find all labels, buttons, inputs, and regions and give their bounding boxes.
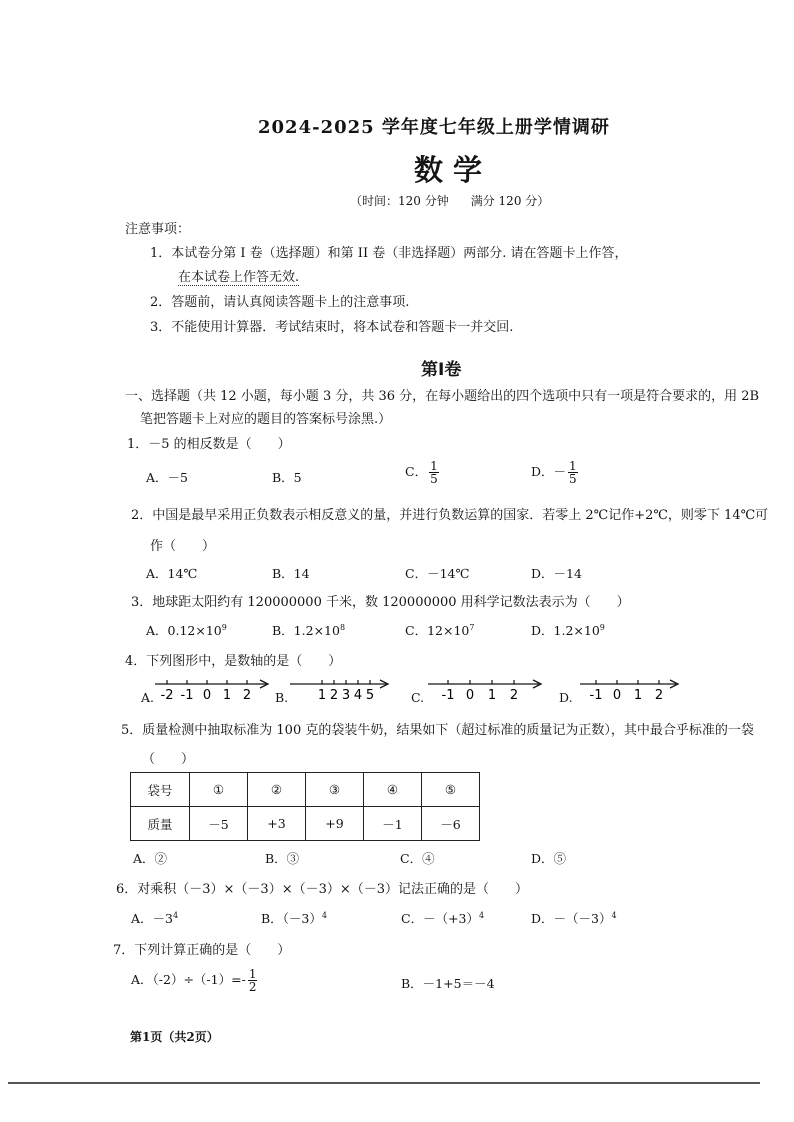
q1-stem: 1．－5 的相反数是（ ） [127,437,291,452]
axis-tick-label: 1 [487,688,497,703]
axis-tick-label: 0 [612,688,622,703]
axis-tick-label: -1 [589,688,603,703]
table-row [131,773,480,807]
milk-weight-table [130,772,480,841]
q6-option-c: C．$-(+3)^4$ [401,910,485,926]
volume-heading: 第Ⅰ卷 [421,360,462,380]
fraction: $\frac{1}{2}$ [248,967,257,994]
exam-meta [350,192,549,209]
subject-title: 数学 [414,153,493,187]
q4-stem: 4．下列图形中，是数轴的是（ ） [125,654,342,669]
q1-option-a: A．－5 [146,470,188,485]
axis-tick-label: 4 [353,688,363,703]
table-cell: 袋号 [131,773,190,807]
table-cell: +9 [306,807,364,841]
table-cell: ⑤ [422,773,480,807]
q2-option-c: C．－14℃ [405,566,470,581]
axis-tick-label: 1 [317,688,327,703]
q5-option-d: D．⑤ [531,851,567,866]
q5-option-c: C．④ [400,851,435,866]
q4-option-b: B. [275,690,289,705]
q6-option-b: B．$(-3)^4$ [261,910,327,926]
number-line-b [290,674,390,708]
axis-tick-label: 5 [365,688,375,703]
table-cell: －6 [422,807,480,841]
section-heading-cont: 笔把答题卡上对应的题目的答案标号涂黑.） [140,412,392,427]
q6-stem: 6．对乘积（－3）×（－3）×（－3）×（－3）记法正确的是（ ） [116,882,529,897]
q2-option-a: A．14℃ [146,566,198,581]
q2-stem: 2．中国是最早采用正负数表示相反意义的量，并进行负数运算的国家．若零上 2℃记作+2℃，则零下 14℃可 [131,508,769,523]
q3-stem: 3．地球距太阳约有 120000000 千米，数 120000000 用科学记数法表示为（ ） [131,595,630,610]
q3-option-a: A．$0.12\times 10^9$ [146,622,227,638]
q4-option-c: C. [411,690,425,705]
q5-option-b: B．③ [265,851,300,866]
fraction: $\frac{1}{5}$ [430,459,438,486]
notes-heading: 注意事项： [125,222,191,237]
axis-tick-label: 1 [633,688,643,703]
axis-tick-label: 3 [341,688,351,703]
number-line-a [155,674,270,708]
q5-option-a: A．② [133,851,168,866]
q7-stem: 7．下列计算正确的是（ ） [113,943,291,958]
bottom-divider [8,1082,760,1084]
table-cell: ① [190,773,248,807]
axis-tick-label: 0 [465,688,475,703]
axis-tick-label: 0 [202,688,212,703]
q1-option-b: B．5 [272,470,302,485]
axis-tick-label: -1 [180,688,194,703]
table-cell: －1 [364,807,422,841]
table-cell: ④ [364,773,422,807]
q2-stem-cont: 作（ ） [150,539,216,554]
table-cell: 质量 [131,807,190,841]
section-heading: 一、选择题（共 12 小题，每小题 3 分，共 36 分，在每小题给出的四个选项中只有一项是符合要求的，用 2B [125,389,760,404]
q1-option-c: C． $\frac{1}{5}$ [405,459,438,486]
table-cell: +3 [248,807,306,841]
axis-tick-label: 2 [242,688,252,703]
q3-option-d: D．$1.2\times 10^9$ [531,622,605,638]
q2-option-d: D．－14 [531,566,582,581]
q6-option-a: A．$-3^4$ [131,910,179,926]
note-item-3: 3．不能使用计算器．考试结束时，将本试卷和答题卡一并交回. [150,320,514,335]
time-limit: （时间：120 分钟 [350,194,449,208]
q4-option-d: D. [559,690,573,705]
q4-option-a: A. [141,690,155,705]
table-cell: －5 [190,807,248,841]
note-item-1-cont: 在本试卷上作答无效. [178,266,299,286]
number-line-c [428,674,543,708]
full-score: 满分 120 分） [470,194,550,208]
q6-option-d: D．$-(-3)^4$ [531,910,617,926]
fraction: $\frac{1}{5}$ [569,459,577,486]
q1-option-d: D．－ $\frac{1}{5}$ [531,459,577,486]
note-item-2: 2．答题前，请认真阅读答题卡上的注意事项. [150,295,410,310]
axis-tick-label: 1 [222,688,232,703]
exam-title: 2024-2025 学年度七年级上册学情调研 [258,117,610,138]
axis-tick-label: 2 [329,688,339,703]
q7-option-a: A．（-2）÷（-1）=- $\frac{1}{2}$ [131,967,257,994]
q2-option-b: B．14 [272,566,310,581]
table-cell: ③ [306,773,364,807]
axis-tick-label: 2 [654,688,664,703]
table-row [131,807,480,841]
q5-stem: 5．质量检测中抽取标准为 100 克的袋装牛奶，结果如下（超过标准的质量记为正数），其中最合乎标准的一袋 [121,723,754,738]
number-line-d [580,674,680,708]
table-cell: ② [248,773,306,807]
q7-option-b: B．－1+5＝－4 [401,976,495,991]
page-footer: 第1页（共2页） [130,1030,219,1044]
q3-option-c: C．$12\times 10^7$ [405,622,475,638]
q5-stem-cont: （ ） [142,752,195,767]
axis-tick-label: -2 [160,688,174,703]
q3-option-b: B．$1.2\times 10^8$ [272,622,346,638]
note-item-1: 1．本试卷分第 I 卷（选择题）和第 II 卷（非选择题）两部分. 请在答题卡上作答， [150,246,628,261]
axis-tick-label: 2 [509,688,519,703]
axis-tick-label: -1 [441,688,455,703]
